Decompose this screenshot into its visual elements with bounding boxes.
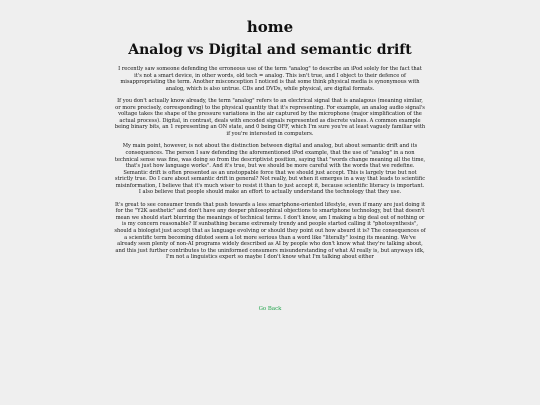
article-title: Analog vs Digital and semantic drift	[128, 42, 412, 58]
article-paragraph-3: My main point, however, is not about the distinction between digital and analog, but about semantic drift and its consequences. The person I saw defending the aforementioned iPod example, that the use of "analog" in a non technical sense was fine, was doing so from the descriptivist position, saying that "words change meaning all the time, that's just how language works". And it's true, but we should be more careful with the words that we redefine. Semantic drift is often presented as an unstoppable force that we should just accept. This is largely true but not strictly true. Do I care about semantic drift in general? Not really, but when it emerges in a way that leads to scientific misinformation, I believe that it's much wiser to resist it than to just accept it, because scientific literacy is important. I also believe that people should make an effort to actually understand the technology that they use.	[114, 143, 426, 196]
article-paragraph-4: It's great to see consumer trends that push towards a less smartphone-oriented lifestyle, even if many are just doing it for the "Y2K aesthetic" and don't have any deeper philosophical objections to smartphone technology, but that doesn't mean we should start blurring the meanings of technical terms. I don't know, am I making a big deal out of nothing or is my concern reasonable? If sunbathing became extremely trendy and people started calling it "photosynthesis", should a biologist just accept that as language evolving or should they point out how absurd it is? The consequences of a scientific term becoming diluted seem a lot more serious than a word like "literally" losing its meaning. We've already seen plenty of non-AI programs widely described as AI by people who don't know what they're talking about, and this just further contributes to the uninformed consumers misunderstanding of what AI really is, but anyways idk, I'm not a linguistics expert so maybe I don't know what I'm talking about either	[114, 201, 426, 261]
article-paragraph-2: If you don't actually know already, the term "analog" refers to an electrical signal that is analagous (meaning similar, or more precisely, corresponding) to the physical quantity that it's representing. For example, an analog audio signal's voltage takes the shape of the pressure variations in the air captured by the microphone (major simplification of the actual process). Digital, in contrast, deals with encoded signals represented as discrete values. A common example being binary bits, an 1 representing an ON state, and 0 being OFF, which I'm sure you're at least vaguely familiar with if you're interested in computers.	[114, 98, 426, 137]
go-back-link[interactable]: Go Back	[258, 306, 282, 312]
article-body	[114, 66, 426, 267]
article-paragraph-1: I recently saw someone defending the erroneous use of the term "analog" to describe an iPod solely for the fact that it's not a smart device, in other words, old tech = analog. This isn't true, and I object to their defence of misappropriating the term. Another misconception I noticed is that some think physical media is synonymous with analog, which is also untrue. CDs and DVDs, while physical, are digital formats.	[118, 66, 422, 92]
site-title: home	[246, 18, 294, 36]
